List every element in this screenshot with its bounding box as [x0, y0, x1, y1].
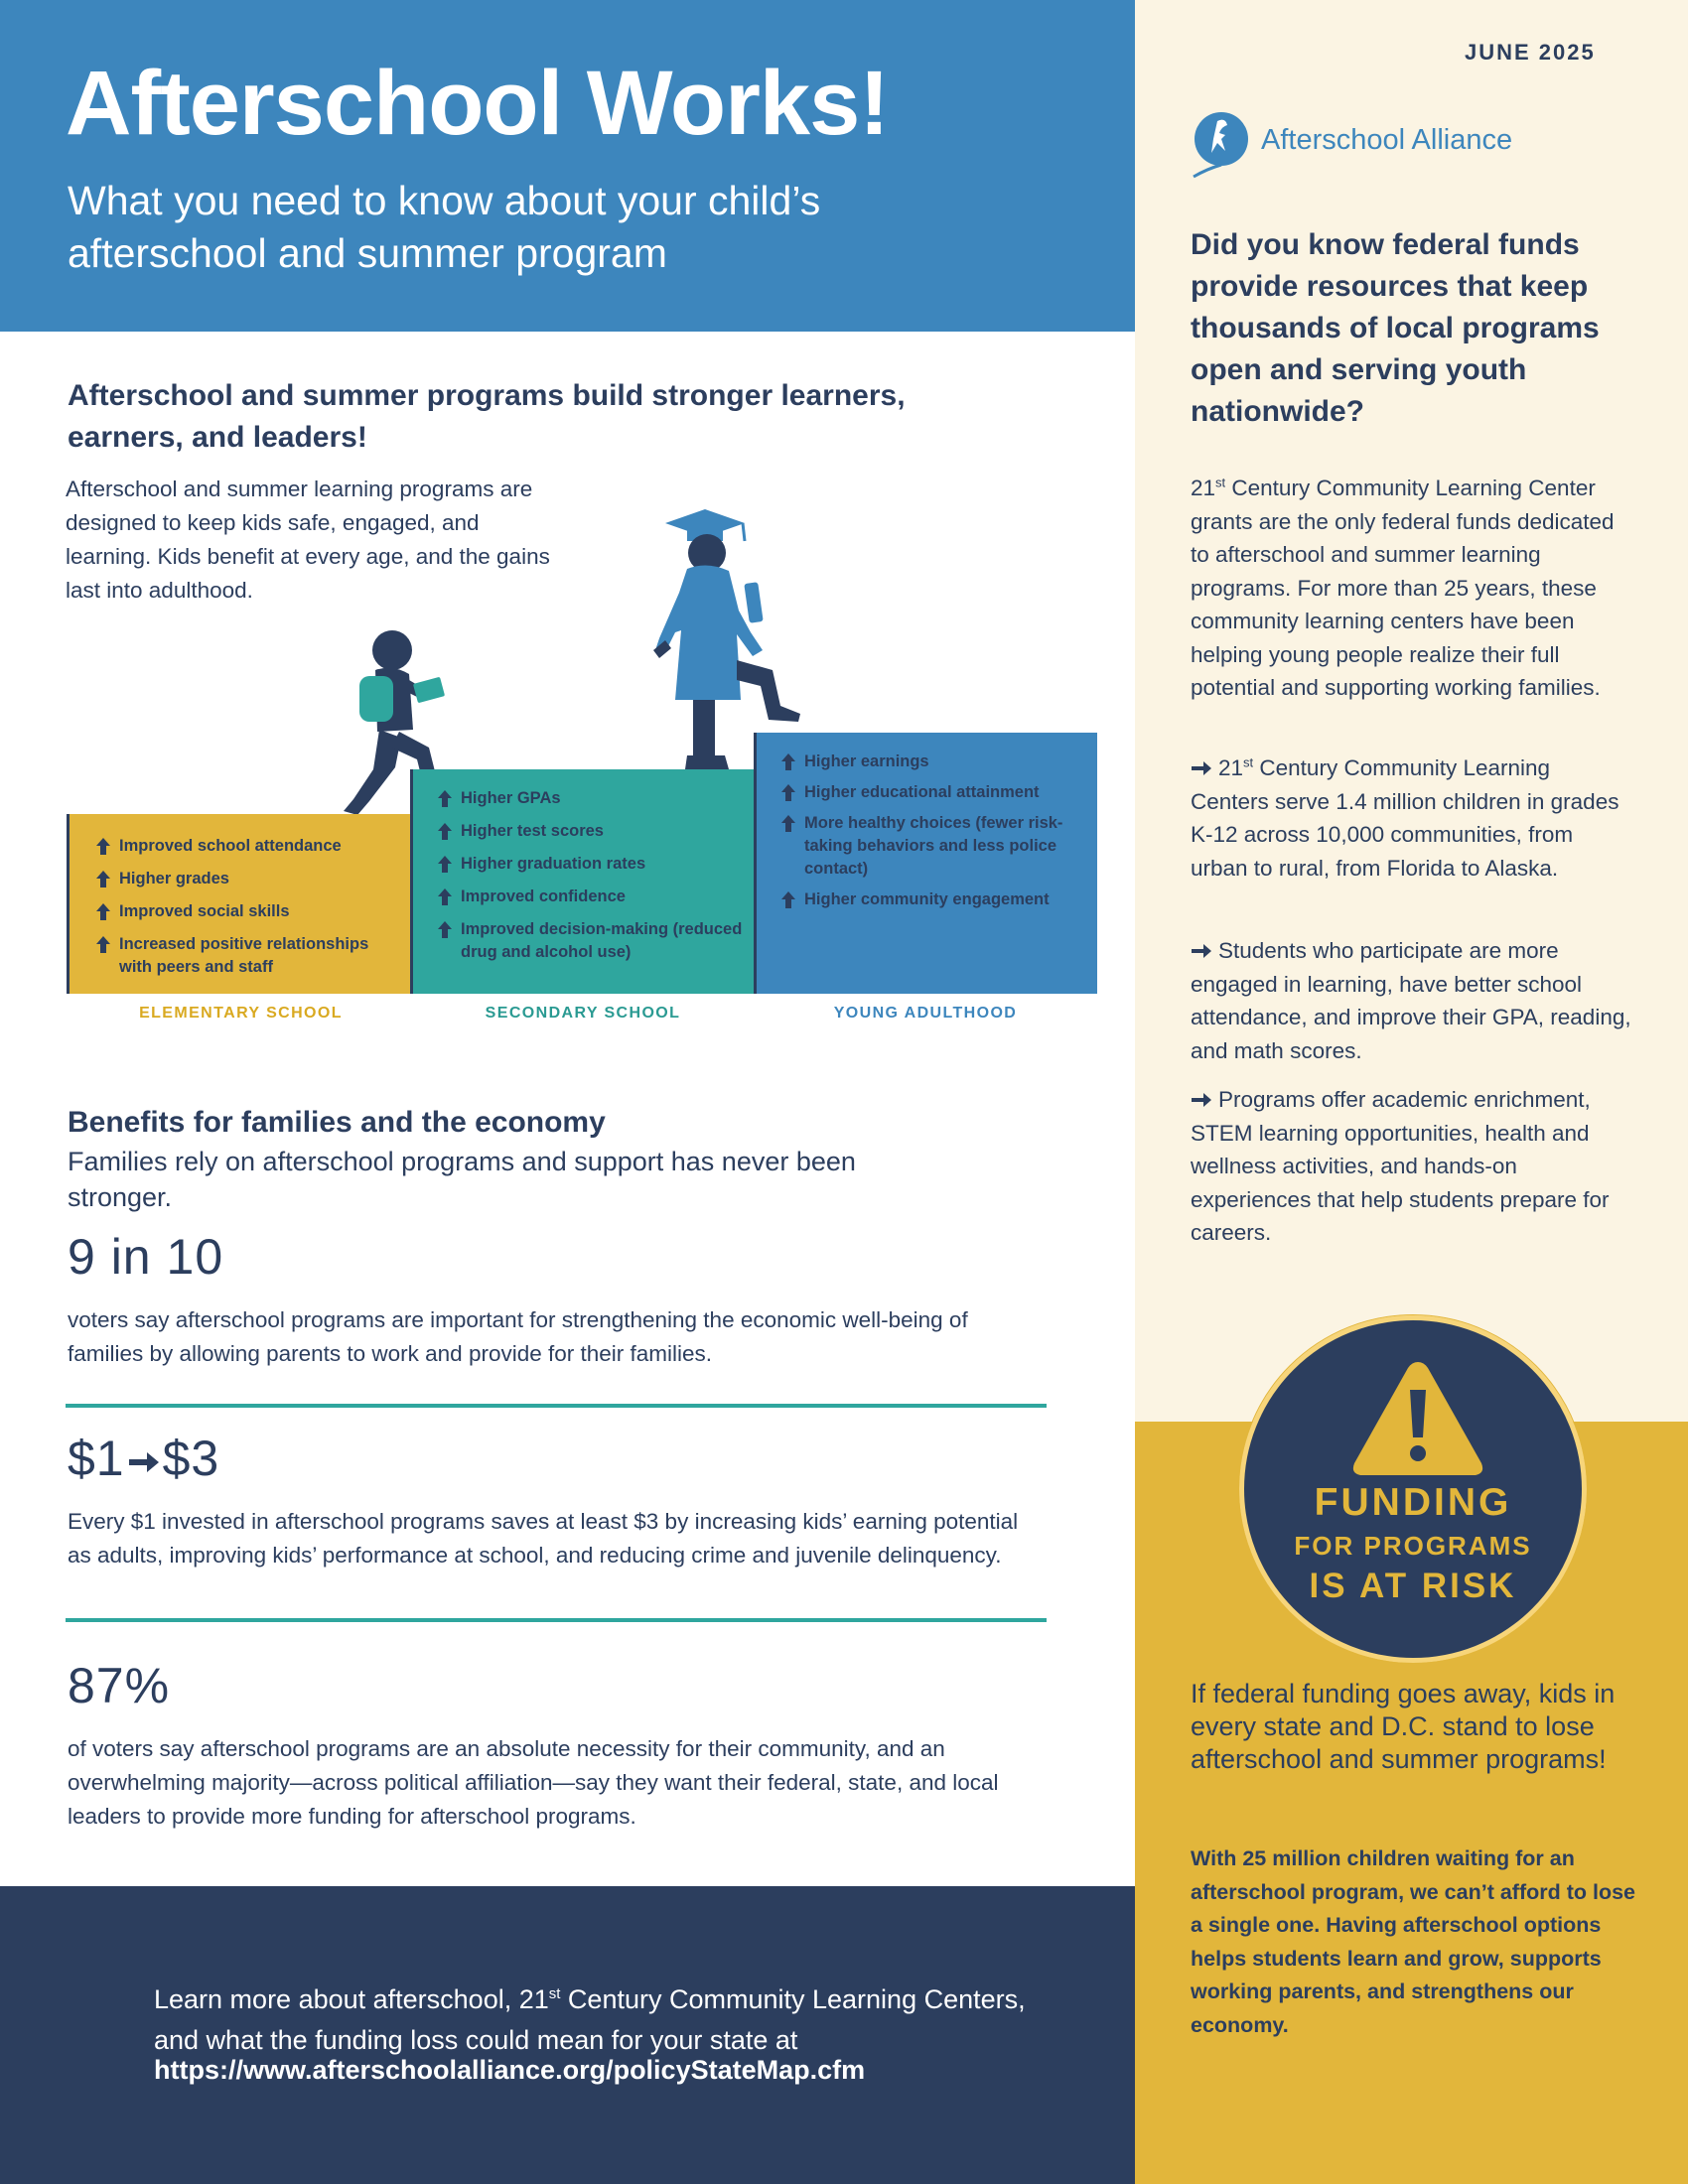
benefit-item	[780, 812, 1094, 881]
benefit-text: Improved school attendance	[119, 837, 342, 855]
step-elementary	[67, 814, 412, 994]
warning-line-2: FOR PROGRAMS	[1294, 1531, 1532, 1561]
benefit-text: Increased positive relationships with peers and staff	[119, 935, 369, 976]
stage-label-elementary: ELEMENTARY SCHOOL	[139, 1005, 343, 1022]
families-subheading: Families rely on afterschool programs and support has never been stronger.	[68, 1147, 856, 1212]
benefit-text: Higher educational attainment	[804, 783, 1040, 801]
sidebar-bullet	[1191, 1083, 1632, 1250]
benefit-item	[780, 751, 1094, 773]
benefit-text: Improved confidence	[461, 887, 626, 905]
right-arrow-icon	[1191, 944, 1212, 958]
right-arrow-icon	[1191, 761, 1212, 775]
intro-heading: Afterschool and summer programs build stronger learners, earners, and leaders!	[68, 379, 906, 454]
stat-text: voters say afterschool programs are important for strengthening the economic well-being of families by allowing parents to work and provide for their families.	[68, 1307, 968, 1366]
right-arrow-icon	[127, 1449, 161, 1475]
families-heading: Benefits for families and the economy	[68, 1106, 606, 1139]
up-arrow-icon	[95, 838, 111, 855]
footer-url-link[interactable]: https://www.afterschoolalliance.org/policyStateMap.cfm	[154, 2055, 866, 2085]
logo-text: Afterschool Alliance	[1261, 124, 1513, 156]
risk-callout: With 25 million children waiting for an afterschool program, we can’t afford to lose a single one. Having afterschool options helps students learn and grow, supports working parents, and strengthens our economy.	[1191, 1846, 1635, 2037]
sidebar-text-part: Century Community Learning Centers serve 1.4 million children in grades K-12 across 10,000 communities, from urban to rural, from Florida to Alaska.	[1191, 755, 1619, 881]
publication-date: JUNE 2025	[1465, 40, 1596, 65]
benefit-item	[437, 853, 745, 876]
benefit-item	[780, 781, 1094, 804]
elementary-benefits-list	[95, 835, 403, 989]
intro-text: Afterschool and summer learning programs are designed to keep kids safe, engaged, and learning. Kids benefit at every age, and the gains last into adulthood.	[66, 477, 550, 603]
stat-text: Every $1 invested in afterschool programs saves at least $3 by increasing kids’ earning potential as adults, improving kids’ performance at school, and reducing crime and juvenile delinquency.	[68, 1509, 1019, 1568]
sidebar-text-part: 21	[1218, 755, 1244, 780]
footer-banner	[0, 1886, 1135, 2184]
footer-text-part: Learn more about afterschool, 21	[154, 1984, 549, 2014]
benefit-text: More healthy choices (fewer risk-taking behaviors and less police contact)	[804, 814, 1063, 878]
step-young-adulthood	[754, 733, 1097, 994]
up-arrow-icon	[437, 888, 453, 905]
up-arrow-icon	[437, 856, 453, 873]
benefit-item	[437, 787, 745, 810]
benefit-text: Higher GPAs	[461, 789, 561, 807]
benefit-text: Higher test scores	[461, 822, 604, 840]
stat-number-right: $3	[162, 1431, 220, 1486]
risk-text: If federal funding goes away, kids in every state and D.C. stand to lose afterschool and summer programs!	[1191, 1679, 1616, 1774]
right-arrow-icon	[1191, 1093, 1212, 1107]
sidebar-text-part: Students who participate are more engaged in learning, have better school attendance, and improve their GPA, reading, and math scores.	[1191, 938, 1631, 1063]
up-arrow-icon	[437, 921, 453, 938]
benefit-text: Improved social skills	[119, 902, 290, 920]
up-arrow-icon	[437, 790, 453, 807]
sidebar-bullet	[1191, 751, 1632, 885]
section-divider	[66, 1404, 1047, 1408]
footer-text	[154, 1974, 1028, 2061]
up-arrow-icon	[780, 891, 796, 908]
secondary-benefits-list	[437, 787, 745, 974]
sidebar-text-part: Century Community Learning Center grants are the only federal funds dedicated to afterschool and summer learning programs. For more than 25 years, these community learning centers have been helping young people realize their full potential and supporting working families.	[1191, 476, 1615, 700]
benefit-item	[437, 820, 745, 843]
up-arrow-icon	[95, 903, 111, 920]
stage-label-young-adulthood: YOUNG ADULTHOOD	[833, 1005, 1018, 1022]
up-arrow-icon	[95, 936, 111, 953]
stat-block	[68, 1430, 1051, 1572]
stat-number	[68, 1430, 1051, 1487]
benefit-item	[437, 886, 745, 908]
page-subtitle: What you need to know about your child’s afterschool and summer program	[68, 178, 821, 276]
page-title: Afterschool Works!	[66, 53, 889, 154]
warning-icon	[1348, 1356, 1487, 1479]
sidebar-paragraph	[1191, 472, 1632, 705]
up-arrow-icon	[95, 871, 111, 887]
stages-infographic	[0, 496, 1135, 1052]
sidebar-bullet	[1191, 934, 1632, 1067]
warning-line-1: FUNDING	[1314, 1481, 1512, 1524]
stat-number: 87%	[68, 1658, 171, 1713]
benefit-text: Higher grades	[119, 870, 229, 887]
benefit-text: Improved decision-making (reduced drug and alcohol use)	[461, 920, 743, 961]
benefit-text: Higher community engagement	[804, 890, 1050, 908]
sidebar-text-part: 21	[1191, 476, 1216, 500]
up-arrow-icon	[780, 784, 796, 801]
stat-text: of voters say afterschool programs are an absolute necessity for their community, and an overwhelming majority—across political affiliation—say they want their federal, state, and local leaders to provide more funding for afterschool programs.	[68, 1736, 999, 1829]
sidebar-text-sup: st	[1215, 475, 1226, 490]
benefit-item	[437, 918, 745, 964]
stat-number: 9 in 10	[68, 1229, 224, 1285]
young-adulthood-benefits-list	[780, 751, 1094, 919]
benefit-item	[95, 900, 403, 923]
up-arrow-icon	[780, 753, 796, 770]
benefit-text: Higher earnings	[804, 752, 929, 770]
up-arrow-icon	[437, 823, 453, 840]
sidebar-text-part: Programs offer academic enrichment, STEM learning opportunities, health and wellness activities, and hands-on experiences that help students prepare for careers.	[1191, 1087, 1610, 1245]
footer-text-part: Century Community Learning Centers, and what the funding loss could mean for your state at	[154, 1984, 1026, 2055]
benefit-text: Higher graduation rates	[461, 855, 646, 873]
sidebar-heading: Did you know federal funds provide resources that keep thousands of local programs open and serving youth nationwide?	[1191, 228, 1600, 428]
sidebar-text-sup: st	[1243, 754, 1254, 770]
step-secondary	[410, 769, 756, 994]
benefit-item	[95, 868, 403, 890]
header-banner	[0, 0, 1135, 332]
funding-risk-badge	[1239, 1315, 1587, 1663]
up-arrow-icon	[780, 815, 796, 832]
stat-number-left: $1	[68, 1431, 125, 1486]
stat-block	[68, 1657, 1051, 1834]
benefit-item	[95, 835, 403, 858]
afterschool-alliance-logo-icon	[1188, 109, 1253, 181]
warning-line-3: IS AT RISK	[1309, 1567, 1517, 1605]
footer-text-sup: st	[548, 1985, 561, 2002]
benefit-item	[95, 933, 403, 979]
stage-label-secondary: SECONDARY SCHOOL	[485, 1005, 681, 1022]
section-divider	[66, 1618, 1047, 1622]
stat-block	[68, 1228, 1051, 1371]
benefit-item	[780, 888, 1094, 911]
